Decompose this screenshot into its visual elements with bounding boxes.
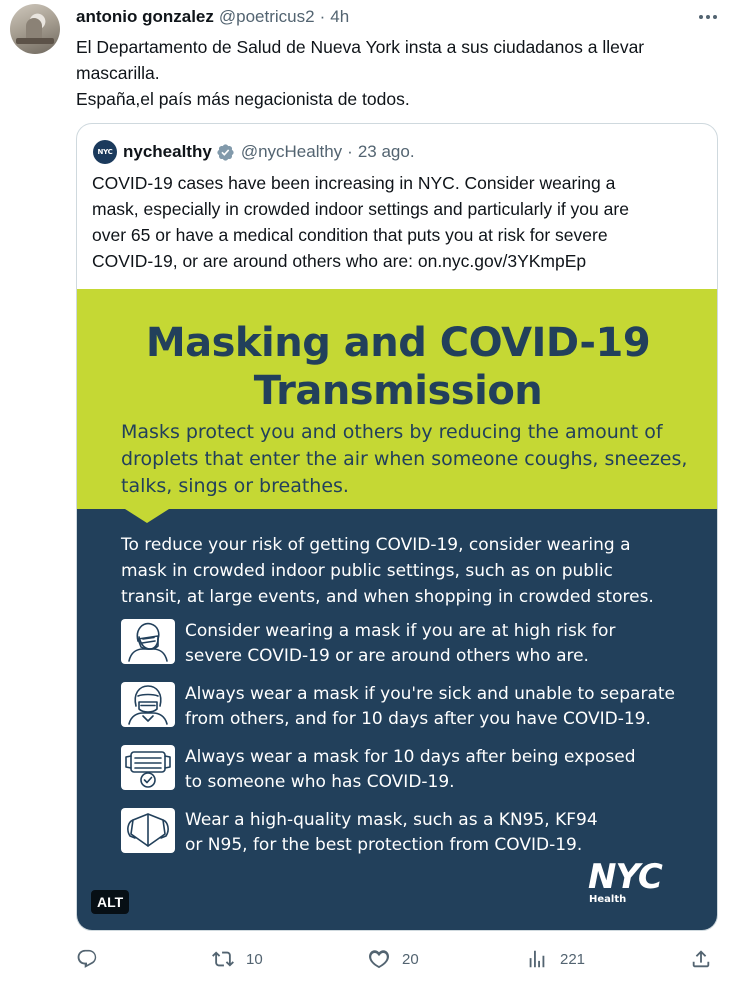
- quoted-text-line[interactable]: COVID-19, or are around others who are: on.nyc.gov/3YKmpEp: [92, 251, 587, 271]
- quoted-tweet-header: [93, 140, 415, 164]
- card-item-text: [185, 682, 705, 732]
- author-handle[interactable]: @poetricus2: [218, 7, 315, 26]
- retweet-button[interactable]: [212, 945, 263, 973]
- logo-sub: Health: [589, 894, 627, 905]
- card-lead-line: mask in crowded indoor public settings, such as on public: [121, 561, 613, 581]
- quoted-author-avatar[interactable]: [93, 140, 117, 164]
- card-item-line: Consider wearing a mask if you are at high risk for: [185, 621, 616, 641]
- like-button[interactable]: [368, 945, 419, 973]
- masked-person-front-icon: [121, 682, 175, 727]
- card-item-line: from others, and for 10 days after you have COVID-19.: [185, 709, 651, 729]
- mask-checkmark-icon: [121, 745, 175, 790]
- dot: [713, 15, 717, 19]
- card-item-exposed: [121, 745, 701, 799]
- card-title: [77, 319, 718, 415]
- heart-icon: [368, 948, 390, 970]
- card-item-line: or N95, for the best protection from COVID-19.: [185, 835, 583, 855]
- card-item-text: [185, 745, 705, 795]
- share-icon: [690, 948, 712, 970]
- card-item-text: [185, 619, 705, 669]
- quoted-text-line: mask, especially in crowded indoor settings and particularly if you are: [92, 199, 629, 219]
- reply-button[interactable]: [76, 945, 110, 973]
- author-name[interactable]: antonio gonzalez: [76, 7, 214, 26]
- card-lead-line: To reduce your risk of getting COVID-19, consider wearing a: [121, 535, 631, 555]
- card-item-line: Always wear a mask if you're sick and unable to separate: [185, 684, 676, 704]
- quoted-avatar-text: NYC: [97, 148, 113, 156]
- reply-icon: [76, 948, 98, 970]
- card-item-line: to someone who has COVID-19.: [185, 772, 455, 792]
- retweet-count: 10: [246, 950, 263, 968]
- quoted-author-handle[interactable]: @nycHealthy: [240, 142, 343, 161]
- tweet-text-line: El Departamento de Salud de Nueva York insta a sus ciudadanos a llevar: [76, 37, 645, 57]
- quoted-text-line: over 65 or have a medical condition that puts you at risk for severe: [92, 225, 608, 245]
- tweet-header: [76, 6, 349, 28]
- views-button[interactable]: [526, 945, 585, 973]
- card-item-sick: [121, 682, 701, 736]
- masked-person-profile-icon: [121, 619, 175, 664]
- card-title-line: Masking and COVID-19: [145, 320, 651, 366]
- kn95-mask-icon: [121, 808, 175, 853]
- quoted-text-line: COVID-19 cases have been increasing in NYC. Consider wearing a: [92, 173, 616, 193]
- verified-badge-icon: [216, 143, 235, 162]
- quoted-tweet[interactable]: [76, 123, 718, 931]
- logo-word: NYC: [588, 857, 662, 897]
- dot: [699, 15, 703, 19]
- card-item-high-quality: [121, 808, 701, 862]
- card-notch: [125, 509, 169, 523]
- quoted-tweet-text: [92, 170, 702, 274]
- like-count: 20: [402, 950, 419, 968]
- card-lead-line: transit, at large events, and when shopping in crowded stores.: [121, 587, 654, 607]
- nyc-health-logo: [588, 859, 688, 909]
- card-item-line: Wear a high-quality mask, such as a KN95, KF94: [185, 810, 598, 830]
- card-item-text: [185, 808, 705, 858]
- card-item-line: severe COVID-19 or are around others who are.: [185, 646, 589, 666]
- avatar-bench: [16, 38, 54, 44]
- card-intro-line: Masks protect you and others by reducing the amount of: [121, 421, 663, 443]
- quoted-author-name[interactable]: nychealthy: [123, 142, 212, 161]
- share-button[interactable]: [690, 945, 724, 973]
- tweet-time[interactable]: 4h: [330, 7, 350, 26]
- dot: [706, 15, 710, 19]
- quoted-tweet-date[interactable]: 23 ago.: [357, 142, 415, 161]
- quoted-header-separator: ·: [347, 142, 353, 161]
- card-title-line: Transmission: [253, 368, 543, 414]
- tweet-media-image[interactable]: [77, 289, 718, 931]
- analytics-icon: [526, 948, 548, 970]
- tweet-text: [76, 34, 726, 112]
- tweet-text-line: España,el país más negacionista de todos.: [76, 89, 410, 109]
- card-item-high-risk: [121, 619, 701, 673]
- retweet-icon: [212, 948, 234, 970]
- more-options-icon[interactable]: [694, 6, 722, 28]
- header-separator: ·: [319, 7, 326, 26]
- card-intro-line: talks, sings or breathes.: [121, 475, 349, 497]
- tweet-actions: [76, 945, 726, 973]
- card-lead: [121, 532, 701, 610]
- author-avatar[interactable]: [10, 4, 60, 54]
- views-count: 221: [560, 950, 586, 968]
- card-intro-line: droplets that enter the air when someone coughs, sneezes,: [121, 448, 688, 470]
- alt-text-button[interactable]: ALT: [91, 890, 129, 914]
- card-intro: [121, 419, 701, 500]
- card-item-line: Always wear a mask for 10 days after being exposed: [185, 747, 636, 767]
- tweet-text-line: mascarilla.: [76, 63, 160, 83]
